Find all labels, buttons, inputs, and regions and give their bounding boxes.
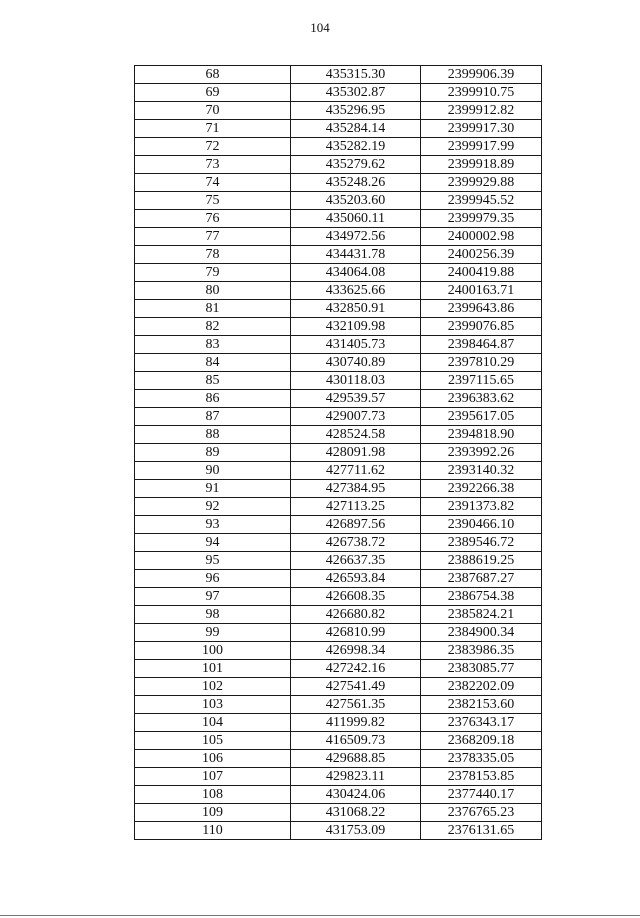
x-coordinate-cell: 427561.35 (291, 696, 421, 714)
point-number-cell: 104 (135, 714, 291, 732)
table-row (135, 246, 542, 264)
point-number-cell: 95 (135, 552, 291, 570)
point-number-cell: 99 (135, 624, 291, 642)
point-number-cell: 107 (135, 768, 291, 786)
y-coordinate-cell: 2376343.17 (421, 714, 542, 732)
point-number-cell: 70 (135, 102, 291, 120)
x-coordinate-cell: 426593.84 (291, 570, 421, 588)
x-coordinate-cell: 435315.30 (291, 66, 421, 84)
x-coordinate-cell: 426810.99 (291, 624, 421, 642)
x-coordinate-cell: 427711.62 (291, 462, 421, 480)
point-number-cell: 68 (135, 66, 291, 84)
table-row (135, 300, 542, 318)
table-row (135, 786, 542, 804)
point-number-cell: 110 (135, 822, 291, 840)
y-coordinate-cell: 2392266.38 (421, 480, 542, 498)
point-number-cell: 85 (135, 372, 291, 390)
y-coordinate-cell: 2399929.88 (421, 174, 542, 192)
x-coordinate-cell: 426680.82 (291, 606, 421, 624)
y-coordinate-cell: 2400419.88 (421, 264, 542, 282)
x-coordinate-cell: 431405.73 (291, 336, 421, 354)
x-coordinate-cell: 431068.22 (291, 804, 421, 822)
y-coordinate-cell: 2399643.86 (421, 300, 542, 318)
point-number-cell: 109 (135, 804, 291, 822)
x-coordinate-cell: 432850.91 (291, 300, 421, 318)
x-coordinate-cell: 435248.26 (291, 174, 421, 192)
table-row (135, 480, 542, 498)
table-row (135, 498, 542, 516)
point-number-cell: 86 (135, 390, 291, 408)
point-number-cell: 80 (135, 282, 291, 300)
y-coordinate-cell: 2377440.17 (421, 786, 542, 804)
coordinates-table-body (135, 66, 542, 840)
table-row (135, 804, 542, 822)
table-row (135, 534, 542, 552)
y-coordinate-cell: 2394818.90 (421, 426, 542, 444)
x-coordinate-cell: 428524.58 (291, 426, 421, 444)
x-coordinate-cell: 411999.82 (291, 714, 421, 732)
y-coordinate-cell: 2399910.75 (421, 84, 542, 102)
y-coordinate-cell: 2390466.10 (421, 516, 542, 534)
table-row (135, 426, 542, 444)
x-coordinate-cell: 435279.62 (291, 156, 421, 174)
y-coordinate-cell: 2395617.05 (421, 408, 542, 426)
point-number-cell: 84 (135, 354, 291, 372)
table-row (135, 750, 542, 768)
table-row (135, 624, 542, 642)
point-number-cell: 79 (135, 264, 291, 282)
table-row (135, 156, 542, 174)
table-row (135, 588, 542, 606)
y-coordinate-cell: 2399906.39 (421, 66, 542, 84)
y-coordinate-cell: 2388619.25 (421, 552, 542, 570)
point-number-cell: 87 (135, 408, 291, 426)
point-number-cell: 69 (135, 84, 291, 102)
table-row (135, 66, 542, 84)
y-coordinate-cell: 2387687.27 (421, 570, 542, 588)
x-coordinate-cell: 427113.25 (291, 498, 421, 516)
table-row (135, 318, 542, 336)
table-row (135, 336, 542, 354)
y-coordinate-cell: 2399945.52 (421, 192, 542, 210)
table-row (135, 732, 542, 750)
table-row (135, 462, 542, 480)
x-coordinate-cell: 426998.34 (291, 642, 421, 660)
y-coordinate-cell: 2393140.32 (421, 462, 542, 480)
table-row (135, 660, 542, 678)
table-row (135, 822, 542, 840)
point-number-cell: 71 (135, 120, 291, 138)
y-coordinate-cell: 2400163.71 (421, 282, 542, 300)
point-number-cell: 94 (135, 534, 291, 552)
point-number-cell: 106 (135, 750, 291, 768)
x-coordinate-cell: 432109.98 (291, 318, 421, 336)
x-coordinate-cell: 429823.11 (291, 768, 421, 786)
table-row (135, 444, 542, 462)
point-number-cell: 83 (135, 336, 291, 354)
table-row (135, 282, 542, 300)
point-number-cell: 98 (135, 606, 291, 624)
table-row (135, 264, 542, 282)
table-row (135, 552, 542, 570)
y-coordinate-cell: 2399917.30 (421, 120, 542, 138)
x-coordinate-cell: 426738.72 (291, 534, 421, 552)
point-number-cell: 88 (135, 426, 291, 444)
page-number: 104 (310, 20, 330, 35)
point-number-cell: 102 (135, 678, 291, 696)
table-row (135, 210, 542, 228)
y-coordinate-cell: 2383986.35 (421, 642, 542, 660)
y-coordinate-cell: 2376131.65 (421, 822, 542, 840)
table-row (135, 696, 542, 714)
y-coordinate-cell: 2378153.85 (421, 768, 542, 786)
table-row (135, 354, 542, 372)
table-row (135, 642, 542, 660)
x-coordinate-cell: 430118.03 (291, 372, 421, 390)
table-row (135, 768, 542, 786)
y-coordinate-cell: 2399918.89 (421, 156, 542, 174)
x-coordinate-cell: 416509.73 (291, 732, 421, 750)
table-row (135, 138, 542, 156)
x-coordinate-cell: 426637.35 (291, 552, 421, 570)
point-number-cell: 96 (135, 570, 291, 588)
x-coordinate-cell: 427384.95 (291, 480, 421, 498)
y-coordinate-cell: 2391373.82 (421, 498, 542, 516)
y-coordinate-cell: 2400002.98 (421, 228, 542, 246)
table-row (135, 102, 542, 120)
point-number-cell: 92 (135, 498, 291, 516)
x-coordinate-cell: 426897.56 (291, 516, 421, 534)
table-row (135, 408, 542, 426)
point-number-cell: 90 (135, 462, 291, 480)
y-coordinate-cell: 2400256.39 (421, 246, 542, 264)
point-number-cell: 82 (135, 318, 291, 336)
x-coordinate-cell: 434431.78 (291, 246, 421, 264)
point-number-cell: 74 (135, 174, 291, 192)
x-coordinate-cell: 428091.98 (291, 444, 421, 462)
y-coordinate-cell: 2382153.60 (421, 696, 542, 714)
x-coordinate-cell: 430740.89 (291, 354, 421, 372)
point-number-cell: 108 (135, 786, 291, 804)
y-coordinate-cell: 2399912.82 (421, 102, 542, 120)
x-coordinate-cell: 434972.56 (291, 228, 421, 246)
point-number-cell: 97 (135, 588, 291, 606)
x-coordinate-cell: 426608.35 (291, 588, 421, 606)
point-number-cell: 77 (135, 228, 291, 246)
x-coordinate-cell: 435060.11 (291, 210, 421, 228)
y-coordinate-cell: 2398464.87 (421, 336, 542, 354)
y-coordinate-cell: 2382202.09 (421, 678, 542, 696)
x-coordinate-cell: 435284.14 (291, 120, 421, 138)
point-number-cell: 81 (135, 300, 291, 318)
table-row (135, 678, 542, 696)
x-coordinate-cell: 429539.57 (291, 390, 421, 408)
point-number-cell: 93 (135, 516, 291, 534)
point-number-cell: 105 (135, 732, 291, 750)
y-coordinate-cell: 2397115.65 (421, 372, 542, 390)
y-coordinate-cell: 2397810.29 (421, 354, 542, 372)
point-number-cell: 78 (135, 246, 291, 264)
table-row (135, 84, 542, 102)
point-number-cell: 75 (135, 192, 291, 210)
x-coordinate-cell: 435296.95 (291, 102, 421, 120)
y-coordinate-cell: 2368209.18 (421, 732, 542, 750)
x-coordinate-cell: 427541.49 (291, 678, 421, 696)
table-row (135, 174, 542, 192)
x-coordinate-cell: 434064.08 (291, 264, 421, 282)
table-row (135, 192, 542, 210)
y-coordinate-cell: 2383085.77 (421, 660, 542, 678)
point-number-cell: 100 (135, 642, 291, 660)
point-number-cell: 72 (135, 138, 291, 156)
bottom-divider (0, 915, 640, 916)
y-coordinate-cell: 2399917.99 (421, 138, 542, 156)
table-row (135, 570, 542, 588)
table-row (135, 390, 542, 408)
x-coordinate-cell: 429688.85 (291, 750, 421, 768)
point-number-cell: 91 (135, 480, 291, 498)
coordinates-table (134, 65, 542, 840)
y-coordinate-cell: 2389546.72 (421, 534, 542, 552)
table-row (135, 516, 542, 534)
x-coordinate-cell: 429007.73 (291, 408, 421, 426)
x-coordinate-cell: 435203.60 (291, 192, 421, 210)
y-coordinate-cell: 2384900.34 (421, 624, 542, 642)
x-coordinate-cell: 435302.87 (291, 84, 421, 102)
x-coordinate-cell: 433625.66 (291, 282, 421, 300)
table-row (135, 606, 542, 624)
table-row (135, 120, 542, 138)
y-coordinate-cell: 2385824.21 (421, 606, 542, 624)
y-coordinate-cell: 2396383.62 (421, 390, 542, 408)
y-coordinate-cell: 2376765.23 (421, 804, 542, 822)
y-coordinate-cell: 2399979.35 (421, 210, 542, 228)
point-number-cell: 89 (135, 444, 291, 462)
y-coordinate-cell: 2399076.85 (421, 318, 542, 336)
table-row (135, 372, 542, 390)
point-number-cell: 76 (135, 210, 291, 228)
point-number-cell: 73 (135, 156, 291, 174)
x-coordinate-cell: 435282.19 (291, 138, 421, 156)
point-number-cell: 101 (135, 660, 291, 678)
x-coordinate-cell: 430424.06 (291, 786, 421, 804)
x-coordinate-cell: 427242.16 (291, 660, 421, 678)
y-coordinate-cell: 2386754.38 (421, 588, 542, 606)
point-number-cell: 103 (135, 696, 291, 714)
table-row (135, 228, 542, 246)
table-row (135, 714, 542, 732)
x-coordinate-cell: 431753.09 (291, 822, 421, 840)
y-coordinate-cell: 2378335.05 (421, 750, 542, 768)
y-coordinate-cell: 2393992.26 (421, 444, 542, 462)
